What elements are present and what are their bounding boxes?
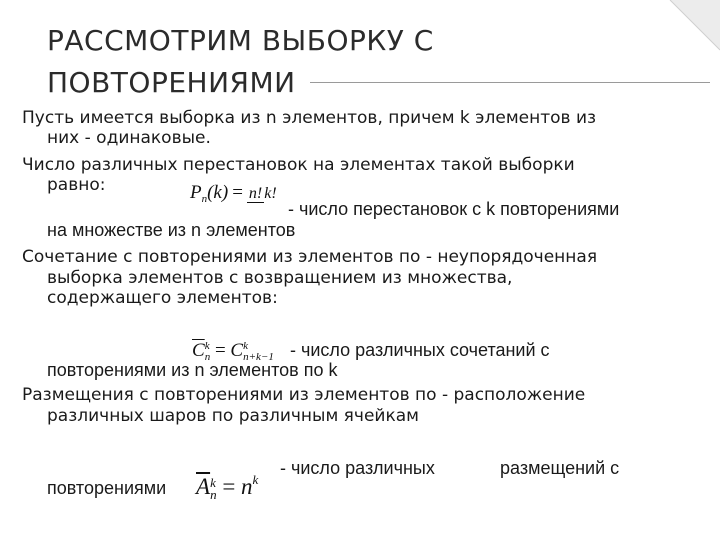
paragraph-4-line-2: различных шаров по различным ячейкам <box>47 406 419 426</box>
formula-a-rhs-sup: k <box>252 472 259 487</box>
permutation-description-cont: на множестве из n элементов <box>47 220 296 240</box>
paragraph-1-line-1: Пусть имеется выборка из n элементов, причем k элементов из <box>22 108 597 128</box>
permutation-description: - число перестановок с k повторениями <box>288 199 620 219</box>
permutation-formula <box>190 182 277 205</box>
formula-equals: = <box>232 182 243 203</box>
formula-a-sub: n <box>210 486 217 502</box>
paragraph-3-line-1: Сочетание с повторениями из элементов по - неупорядоченная <box>22 247 598 267</box>
paragraph-4-line-1: Размещения с повторениями из элементов по - расположение <box>22 385 586 405</box>
arrangement-description-cont: повторениями <box>47 478 167 498</box>
paragraph-3-line-3: содержащего элементов: <box>47 288 278 308</box>
arrangement-description: - число различных <box>280 458 435 478</box>
formula-a-rhs: n <box>241 474 253 499</box>
formula-a-equals: = <box>222 474 236 499</box>
formula-p-symbol: P <box>190 182 202 203</box>
corner-decoration <box>640 0 720 80</box>
formula-c-rhs-sub: n+k−1 <box>243 350 274 363</box>
combination-description: - число различных сочетаний с <box>290 340 550 360</box>
paragraph-3-line-2: выборка элементов с возвращением из множества, <box>47 268 513 288</box>
formula-c-bar: $\overline{C}$ <box>192 340 205 361</box>
paragraph-2-line-2: равно: <box>47 175 106 195</box>
paragraph-1-line-2: них - одинаковые. <box>47 128 211 148</box>
formula-c-sub: n <box>204 350 211 363</box>
slide-title <box>47 20 434 104</box>
title-underline <box>310 82 710 83</box>
paragraph-2-line-1: Число различных перестановок на элементах такой выборки <box>22 155 575 175</box>
formula-c-rhs: C <box>230 340 244 361</box>
title-line-1: РАССМОТРИМ ВЫБОРКУ С <box>47 24 434 57</box>
formula-p-subscript: n <box>201 193 208 205</box>
formula-a-sup: k <box>210 474 216 490</box>
formula-denominator: k! <box>264 185 277 203</box>
title-line-2: ПОВТОРЕНИЯМИ <box>47 66 296 99</box>
formula-c-equals: = <box>214 340 226 361</box>
formula-fraction <box>247 185 277 203</box>
combination-description-cont: повторениями из n элементов по k <box>47 360 338 380</box>
formula-c-rhs-sup: k <box>243 339 248 352</box>
formula-p-argument: (k) <box>207 182 229 203</box>
formula-a-symbol: $\overline{A}$ <box>196 474 211 499</box>
arrangement-formula <box>196 472 258 501</box>
arrangement-description-2: размещений с <box>500 458 620 478</box>
formula-c-sup: k <box>204 339 210 352</box>
formula-numerator: n! <box>248 185 263 203</box>
